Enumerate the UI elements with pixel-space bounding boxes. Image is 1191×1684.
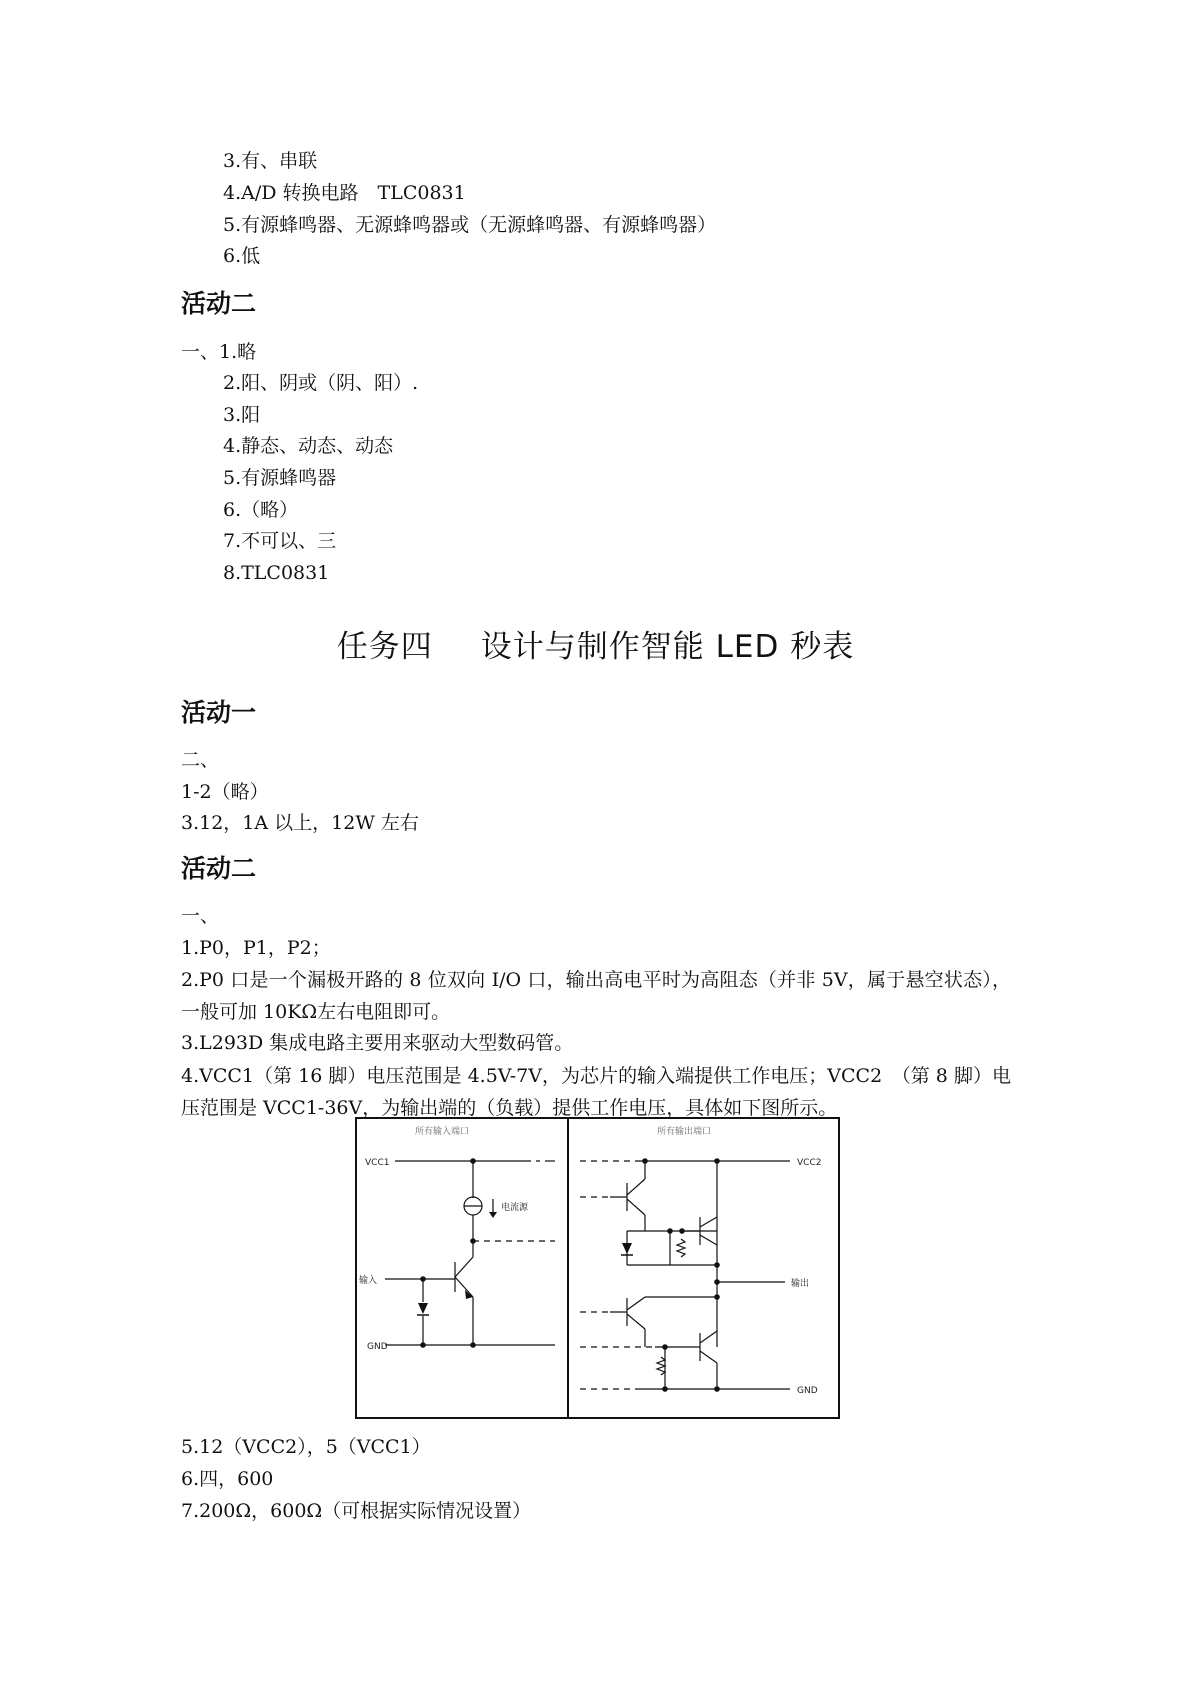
answer-paragraph: 4.VCC1（第 16 脚）电压范围是 4.5V-7V，为芯片的输入端提供工作电压；VCC2 （第 8 脚）电压范围是 VCC1-36V，为输出端的（负载）提供工作电压，具体如下图所示。	[181, 1065, 1011, 1119]
answer-line: 二、	[181, 749, 220, 771]
answer-line: 4.A/D 转换电路 TLC0831	[223, 182, 466, 204]
answer-line: 7.不可以、三	[223, 530, 337, 552]
section-heading: 活动二	[181, 289, 257, 318]
gnd-left-label: GND	[367, 1342, 388, 1352]
output-label: 输出	[791, 1279, 810, 1289]
answer-line: 2.阳、阴或（阴、阳）.	[223, 372, 419, 394]
section-heading: 活动一	[181, 698, 257, 727]
answer-line: 7.200Ω，600Ω（可根据实际情况设置）	[181, 1500, 532, 1522]
answer-line: 6.（略）	[223, 499, 299, 521]
answer-line: 3.12，1A 以上，12W 左右	[181, 812, 419, 834]
answer-line: 8.TLC0831	[223, 562, 330, 584]
gnd-right-label: GND	[797, 1386, 818, 1396]
current-source-label: 电流源	[501, 1203, 529, 1213]
input-label: 输入	[359, 1276, 378, 1286]
answer-line: 6.低	[223, 245, 261, 267]
answer-line: 1.P0，P1，P2；	[181, 937, 331, 959]
task-number: 任务四	[336, 629, 433, 665]
answer-line: 5.12（VCC2），5（VCC1）	[181, 1436, 431, 1458]
answer-line: 4.静态、动态、动态	[223, 435, 394, 457]
answer-line: 6.四，600	[181, 1468, 274, 1490]
answer-line: 3.有、串联	[223, 150, 318, 172]
answer-line: 3.L293D 集成电路主要用来驱动大型数码管。	[181, 1032, 574, 1054]
answer-line: 一、	[181, 905, 220, 927]
vcc2-label: VCC2	[797, 1158, 822, 1168]
answer-paragraph: 2.P0 口是一个漏极开路的 8 位双向 I/O 口，输出高电平时为高阻态（并非 5V，属于悬空状态），一般可加 10KΩ左右电阻即可。	[181, 969, 1011, 1023]
answer-line: 1-2（略）	[181, 781, 269, 803]
task-name: 设计与制作智能 LED 秒表	[480, 629, 855, 665]
output-port-title: 所有输出端口	[657, 1127, 712, 1137]
answer-line: 3.阳	[223, 404, 261, 426]
section-heading: 活动二	[181, 854, 257, 883]
input-port-title: 所有输入端口	[415, 1127, 470, 1137]
vcc1-label: VCC1	[365, 1158, 390, 1168]
answer-line: 5.有源蜂鸣器、无源蜂鸣器或（无源蜂鸣器、有源蜂鸣器）	[223, 214, 717, 236]
answer-line: 5.有源蜂鸣器	[223, 467, 337, 489]
answer-line: 一、1.略	[181, 341, 257, 363]
task-title	[0, 627, 1191, 667]
l293d-port-circuit-diagram	[355, 1117, 840, 1419]
